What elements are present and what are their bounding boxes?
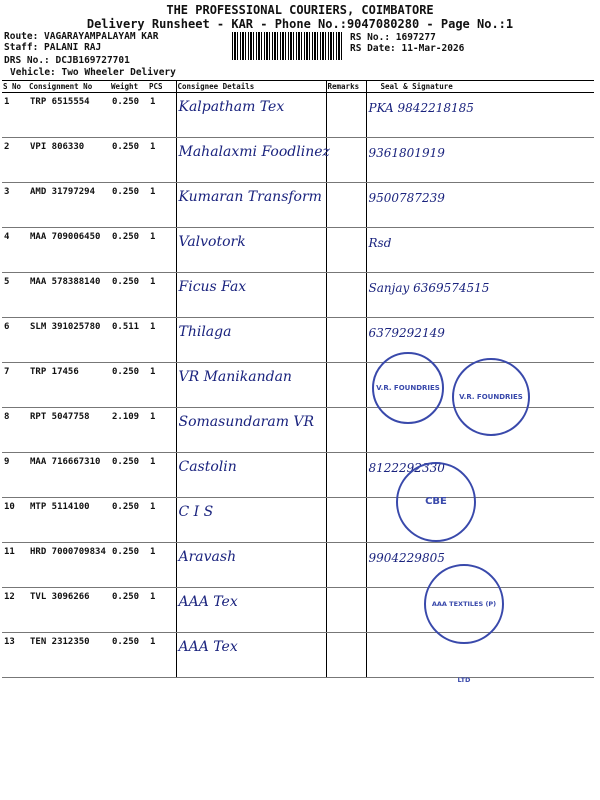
row-consignee-text: Kumaran Transform xyxy=(178,189,322,205)
company-title: THE PROFESSIONAL COURIERS, COIMBATORE xyxy=(166,3,434,17)
row-sno: 6 xyxy=(2,318,28,363)
row-consignee-text: Thilaga xyxy=(178,324,232,340)
row-sno: 10 xyxy=(2,498,28,543)
row-consignment: VPI 806330 xyxy=(28,138,110,183)
table-row xyxy=(2,93,594,138)
table-header xyxy=(2,81,594,93)
row-sno: 7 xyxy=(2,363,28,408)
row-pcs: 1 xyxy=(148,588,176,633)
row-sno: 1 xyxy=(2,93,28,138)
row-signature-text: 8122292330 xyxy=(368,461,445,475)
row-consignee xyxy=(176,588,326,633)
row-consignee xyxy=(176,138,330,183)
row-consignee xyxy=(176,93,326,138)
staff: Staff: PALANI RAJ xyxy=(4,42,102,53)
table-row xyxy=(2,543,594,588)
row-remarks xyxy=(326,93,366,138)
row-sno: 11 xyxy=(2,543,28,588)
row-pcs: 1 xyxy=(148,363,176,408)
row-signature xyxy=(366,93,594,138)
row-consignee xyxy=(176,183,326,228)
row-weight: 0.250 xyxy=(110,363,148,408)
row-signature-text: 9500787239 xyxy=(368,191,445,205)
col-sno: S No xyxy=(2,81,28,93)
row-weight: 0.250 xyxy=(110,273,148,318)
row-remarks xyxy=(326,318,366,363)
row-consignee xyxy=(176,363,326,408)
row-pcs: 1 xyxy=(148,273,176,318)
row-weight: 2.109 xyxy=(110,408,148,453)
col-remarks: Remarks xyxy=(326,81,366,93)
row-sno: 12 xyxy=(2,588,28,633)
row-weight: 0.250 xyxy=(110,633,148,678)
row-consignment: MAA 716667310 xyxy=(28,453,110,498)
row-consignee-text: C I S xyxy=(178,504,214,520)
row-consignee-text: Castolin xyxy=(178,459,237,475)
row-consignee-text: Kalpatham Tex xyxy=(178,99,285,115)
row-sno: 9 xyxy=(2,453,28,498)
row-consignee xyxy=(176,408,326,453)
table-row xyxy=(2,183,594,228)
row-pcs: 1 xyxy=(148,93,176,138)
row-consignment: TRP 6515554 xyxy=(28,93,110,138)
row-pcs: 1 xyxy=(148,408,176,453)
row-consignee-text: Mahalaxmi Foodlinez xyxy=(178,144,330,160)
table-row xyxy=(2,633,594,678)
table-row xyxy=(2,588,594,633)
row-consignee-text: AAA Tex xyxy=(178,594,238,610)
row-consignee xyxy=(176,228,326,273)
row-weight: 0.250 xyxy=(110,588,148,633)
row-consignment: TRP 17456 xyxy=(28,363,110,408)
row-weight: 0.250 xyxy=(110,93,148,138)
row-pcs: 1 xyxy=(148,543,176,588)
row-consignee xyxy=(176,498,326,543)
row-consignee xyxy=(176,633,326,678)
row-sno: 3 xyxy=(2,183,28,228)
row-consignee-text: Somasundaram VR xyxy=(178,414,315,430)
row-consignee xyxy=(176,543,326,588)
row-sno: 4 xyxy=(2,228,28,273)
row-signature xyxy=(366,228,594,273)
row-sno: 5 xyxy=(2,273,28,318)
row-weight: 0.250 xyxy=(110,228,148,273)
row-consignment: TVL 3096266 xyxy=(28,588,110,633)
vr-foundries-stamp-1: V.R. FOUNDRIES xyxy=(372,352,444,424)
aaa-textiles-stamp: AAA TEXTILES (P) LTD xyxy=(424,564,504,644)
row-consignee xyxy=(176,453,326,498)
row-pcs: 1 xyxy=(148,138,176,183)
row-remarks xyxy=(326,228,366,273)
row-sno: 8 xyxy=(2,408,28,453)
row-consignment: MAA 709006450 xyxy=(28,228,110,273)
col-seal: Seal & Signature xyxy=(366,81,594,93)
row-remarks xyxy=(326,183,366,228)
row-pcs: 1 xyxy=(148,183,176,228)
row-pcs: 1 xyxy=(148,453,176,498)
row-weight: 0.250 xyxy=(110,453,148,498)
row-signature-text: Rsd xyxy=(368,236,392,250)
table-row xyxy=(2,273,594,318)
row-remarks xyxy=(326,273,366,318)
row-sno: 13 xyxy=(2,633,28,678)
row-remarks xyxy=(326,138,366,183)
row-pcs: 1 xyxy=(148,498,176,543)
row-signature-text: 9361801919 xyxy=(368,146,445,160)
row-consignee xyxy=(176,273,326,318)
row-signature-text: 6379292149 xyxy=(368,326,445,340)
inspection-stamp: CBE xyxy=(396,462,476,542)
row-pcs: 1 xyxy=(148,228,176,273)
row-consignee-text: Ficus Fax xyxy=(178,279,247,295)
row-remarks xyxy=(326,633,366,678)
rs-number: RS No.: 1697277 xyxy=(350,32,436,43)
row-remarks xyxy=(326,363,366,408)
row-remarks xyxy=(326,543,366,588)
row-consignment: RPT 5047758 xyxy=(28,408,110,453)
row-consignment: SLM 391025780 xyxy=(28,318,110,363)
route: Route: VAGARAYAMPALAYAM KAR xyxy=(4,31,159,42)
row-consignee-text: AAA Tex xyxy=(178,639,238,655)
barcode xyxy=(232,32,344,60)
row-remarks xyxy=(326,453,366,498)
col-consignee: Consignee Details xyxy=(176,81,326,93)
row-consignment: MAA 578388140 xyxy=(28,273,110,318)
vr-foundries-stamp-2: V.R. FOUNDRIES xyxy=(452,358,530,436)
row-remarks xyxy=(326,408,366,453)
table-row xyxy=(2,318,594,363)
row-weight: 0.511 xyxy=(110,318,148,363)
row-consignment: HRD 7000709834 xyxy=(28,543,110,588)
row-consignment: MTP 5114100 xyxy=(28,498,110,543)
row-consignment: AMD 31797294 xyxy=(28,183,110,228)
col-weight: Weight xyxy=(110,81,148,93)
row-signature xyxy=(366,183,594,228)
row-signature-text: 9904229805 xyxy=(368,551,445,565)
row-remarks xyxy=(326,498,366,543)
row-pcs: 1 xyxy=(148,318,176,363)
runsheet-title: Delivery Runsheet - KAR - Phone No.:9047080280 - Page No.:1 xyxy=(86,17,514,31)
col-consignment: Consignment No xyxy=(28,81,110,93)
table-row xyxy=(2,228,594,273)
vehicle: Vehicle: Two Wheeler Delivery xyxy=(10,67,176,78)
row-pcs: 1 xyxy=(148,633,176,678)
col-pcs: PCS xyxy=(148,81,176,93)
row-weight: 0.250 xyxy=(110,138,148,183)
row-signature-text: Sanjay 6369574515 xyxy=(368,281,490,295)
rs-date: RS Date: 11-Mar-2026 xyxy=(350,43,465,54)
row-consignee-text: VR Manikandan xyxy=(178,369,292,385)
row-sno: 2 xyxy=(2,138,28,183)
table-row xyxy=(2,138,594,183)
row-consignee-text: Valvotork xyxy=(178,234,246,250)
row-weight: 0.250 xyxy=(110,498,148,543)
row-signature xyxy=(366,138,594,183)
row-signature xyxy=(366,273,594,318)
table-row xyxy=(2,498,594,543)
drs-number: DRS No.: DCJB169727701 xyxy=(4,55,130,66)
row-consignee-text: Aravash xyxy=(178,549,237,565)
row-weight: 0.250 xyxy=(110,183,148,228)
row-weight: 0.250 xyxy=(110,543,148,588)
row-signature-text: PKA 9842218185 xyxy=(368,101,474,115)
table-row xyxy=(2,453,594,498)
row-consignee xyxy=(176,318,326,363)
row-remarks xyxy=(326,588,366,633)
row-consignment: TEN 2312350 xyxy=(28,633,110,678)
